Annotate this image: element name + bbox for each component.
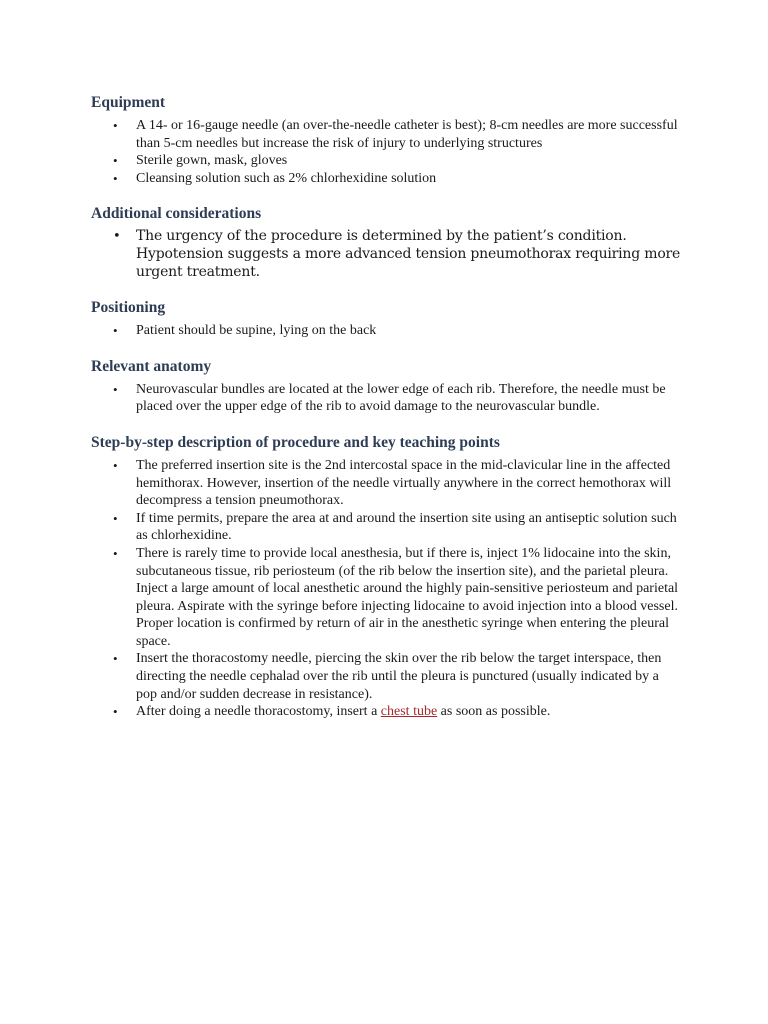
bullet-marker: •: [113, 381, 118, 397]
bullet-marker: •: [113, 704, 118, 720]
section-heading: Step-by-step description of procedure and key teaching points: [91, 433, 500, 451]
list-item: [91, 322, 681, 340]
list-item: [91, 703, 681, 721]
list-item-text: The urgency of the procedure is determined by the patient’s condition. Hypotension suggests a more advanced tension pneumothorax requiring more urgent treatment.: [136, 228, 681, 280]
section-heading: Additional considerations: [91, 205, 262, 223]
section-equipment: [91, 93, 681, 187]
list-item-text: Insert the thoracostomy needle, piercing the skin over the rib below the target interspace, then directing the needle cephalad over the rib until the pleura is punctured (usually indicated by a pop and/or sudden decrease in resistance).: [136, 651, 662, 702]
list-item: [91, 170, 681, 188]
list-item-text: Neurovascular bundles are located at the lower edge of each rib. Therefore, the needle must be placed over the upper edge of the rib to avoid damage to the neurovascular bundle.: [136, 381, 666, 415]
bullet-marker: •: [113, 323, 118, 339]
bullet-list: [91, 322, 681, 340]
document-content: [91, 93, 681, 738]
section-additional-considerations: [91, 204, 681, 281]
list-item: [91, 381, 681, 416]
list-item-text: The preferred insertion site is the 2nd intercostal space in the mid-clavicular line in the affected hemithorax. However, insertion of the needle virtually anywhere in the correct hemothorax will decompress a tension pneumothorax.: [136, 457, 672, 509]
bullet-marker: •: [113, 118, 118, 133]
list-item: [91, 228, 681, 281]
bullet-marker: •: [113, 651, 118, 667]
bullet-marker: •: [113, 170, 118, 186]
list-item-text: If time permits, prepare the area at and around the insertion site using an antiseptic solution such as chlorhexidine.: [136, 510, 677, 544]
list-item-text: A 14- or 16-gauge needle (an over-the-needle catheter is best); 8-cm needles are more successful than 5-cm needles but increase the risk of injury to underlying structures: [136, 118, 678, 151]
bullet-marker: •: [113, 153, 118, 169]
list-item-text-before-link: After doing a needle thoracostomy, insert a: [136, 704, 381, 720]
list-item-text: Sterile gown, mask, gloves: [136, 153, 288, 169]
bullet-list: [91, 228, 681, 281]
list-item-text: Cleansing solution such as 2% chlorhexidine solution: [136, 170, 437, 186]
list-item-text: There is rarely time to provide local anesthesia, but if there is, inject 1% lidocaine into the skin, subcutaneous tissue, rib periosteum (of the rib below the insertion site), and the parietal pleura. Inject a large amount of local anesthetic around the highly pain-sensitive periosteum and parietal pleura. Aspirate with the syringe before injecting lidocaine to avoid injection into a blood vessel. Proper location is confirmed by return of air in the anesthetic syringe when entering the pleural space.: [136, 545, 679, 649]
section-positioning: [91, 298, 681, 340]
list-item: [91, 457, 681, 510]
list-item: [91, 650, 681, 703]
bullet-marker: •: [113, 229, 121, 245]
section-relevant-anatomy: [91, 357, 681, 416]
bullet-marker: •: [113, 457, 118, 473]
section-step-by-step: [91, 433, 681, 721]
bullet-marker: •: [113, 545, 118, 561]
bullet-list: [91, 117, 681, 187]
bullet-list: [91, 457, 681, 721]
bullet-marker: •: [113, 510, 118, 526]
list-item-text-after-link: as soon as possible.: [437, 704, 551, 720]
list-item: [91, 510, 681, 545]
section-heading: Positioning: [91, 299, 166, 317]
list-item: [91, 545, 681, 651]
section-heading: Relevant anatomy: [91, 357, 212, 375]
section-heading: Equipment: [91, 94, 166, 111]
list-item-text: Patient should be supine, lying on the back: [136, 323, 377, 339]
chest-tube-link[interactable]: chest tube: [380, 704, 438, 720]
list-item: [91, 152, 681, 170]
list-item: [91, 117, 681, 152]
bullet-list: [91, 381, 681, 416]
